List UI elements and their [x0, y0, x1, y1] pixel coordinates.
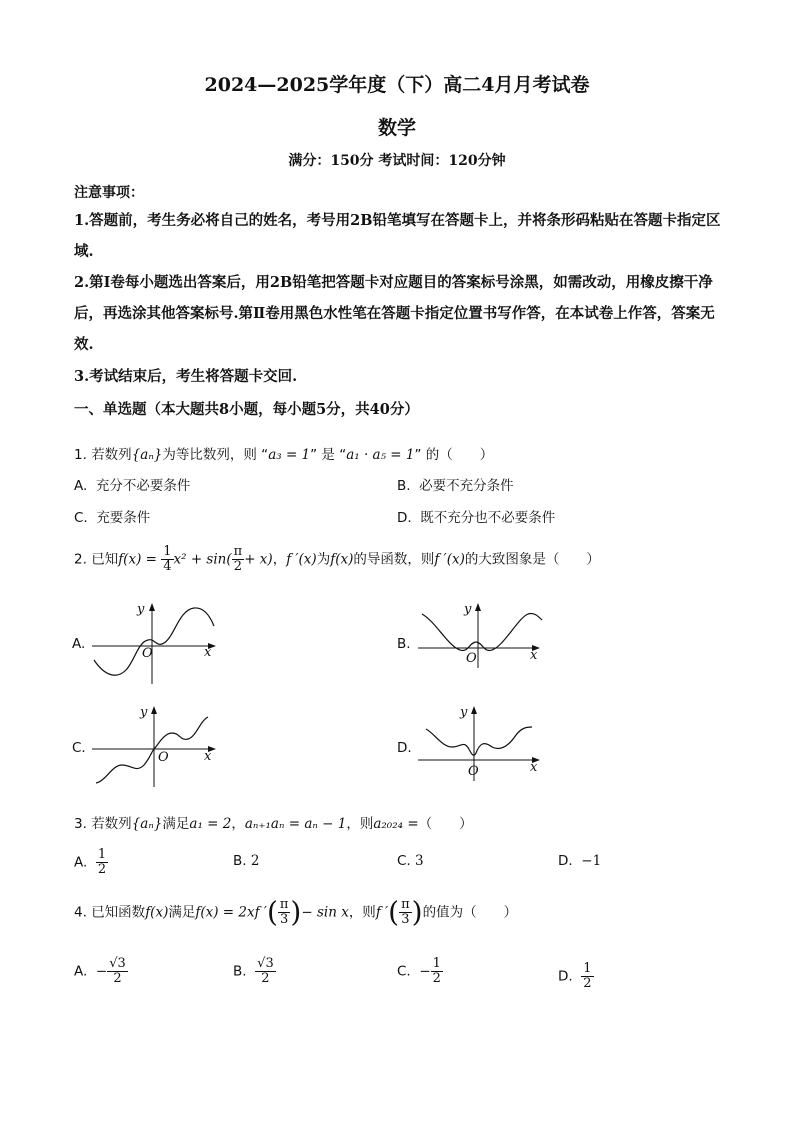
question-3: 3. 若数列{aₙ}满足a₁ = 2，aₙ₊₁aₙ = aₙ − 1，则a₂₀₂₄ =（ ）	[74, 816, 473, 832]
origin-label: O	[158, 750, 169, 765]
y-axis-label: y	[464, 602, 472, 617]
question-number: 4.	[74, 904, 87, 921]
section-heading: 一、单选题（本大题共8小题，每小题5分，共40分）	[74, 401, 419, 418]
q1-option-a[interactable]: A. 充分不必要条件	[74, 478, 191, 494]
question-1: 1. 若数列{aₙ}为等比数列，则 “a₃ = 1” 是 “a₁ · a₅ = 1” 的（ ）	[74, 447, 494, 463]
notice-heading: 注意事项：	[74, 185, 144, 201]
notice-item-3: 3.考试结束后，考生将答题卡交回.	[74, 368, 298, 385]
question-number: 1.	[74, 447, 87, 463]
q1-option-c[interactable]: C. 充要条件	[74, 510, 151, 526]
q2-graph-d[interactable]	[418, 703, 548, 783]
notice-item-2: 2.第Ⅰ卷每小题选出答案后，用2B铅笔把答题卡对应题目的答案标号涂黑，如需改动，用橡皮擦干净后，再选涂其他答案标号.第Ⅱ卷用黑色水性笔在答题卡指定位置书写作答，在本试卷上作答，答案无效.	[74, 274, 715, 353]
origin-label: O	[466, 651, 477, 666]
notice-item-1: 1.答题前，考生务必将自己的姓名，考号用2B铅笔填写在答题卡上，并将条形码粘贴在答题卡指定区域.	[74, 212, 721, 260]
q1-option-b[interactable]: B. 必要不充分条件	[397, 478, 514, 494]
q4-option-b[interactable]: B. $\frac{√3}{2}$	[233, 956, 274, 986]
q2-option-c-label[interactable]: C.	[72, 740, 86, 756]
q2-graph-c[interactable]	[92, 703, 222, 788]
q2-graph-a[interactable]	[92, 600, 222, 685]
q2-option-b-label[interactable]: B.	[397, 636, 411, 652]
q4-option-c[interactable]: C. − $\frac{1}{2}$	[397, 956, 441, 986]
origin-label: O	[142, 646, 153, 661]
q4-option-d[interactable]: D. $\frac{1}{2}$	[558, 961, 592, 991]
exam-subject: 数学	[377, 117, 416, 139]
q1-option-d[interactable]: D. 既不充分也不必要条件	[397, 510, 556, 526]
q2-option-d-label[interactable]: D.	[397, 740, 412, 756]
x-axis-label: x	[204, 749, 212, 764]
question-number: 3.	[74, 816, 87, 832]
y-axis-label: y	[137, 602, 145, 617]
x-axis-label: x	[204, 645, 212, 660]
exam-meta: 满分：150分 考试时间：120分钟	[288, 153, 506, 169]
q3-option-b[interactable]: B. 2	[233, 853, 260, 869]
exam-title: 2024—2025学年度（下）高二4月月考试卷	[204, 74, 590, 96]
q2-graph-b[interactable]	[418, 600, 548, 670]
x-axis-label: x	[530, 760, 538, 775]
q2-option-a-label[interactable]: A.	[72, 636, 86, 652]
q3-option-a[interactable]: A. $\frac{1}{2}$	[74, 847, 107, 877]
y-axis-label: y	[140, 705, 148, 720]
x-axis-label: x	[530, 648, 538, 663]
q4-option-a[interactable]: A. − $\frac{√3}{2}$	[74, 956, 126, 986]
y-axis-label: y	[460, 705, 468, 720]
question-2: 2. 已知f(x) = $\frac{1}{4}$ x² + sin( $\frac{\pi}{2}$ + x)，f ′(x)为f(x)的导函数，则f ′(x)的大致图象是（ ）	[74, 544, 600, 574]
q3-option-c[interactable]: C. 3	[397, 853, 424, 869]
question-number: 2.	[74, 551, 87, 568]
q3-option-d[interactable]: D. −1	[558, 853, 602, 869]
question-4: 4. 已知函数f(x)满足f(x) = 2xf ′( $\frac{\pi}{3}$ )− sin x，则f ′( $\frac{\pi}{3}$ )的值为（ ）	[74, 895, 518, 929]
origin-label: O	[468, 764, 479, 779]
